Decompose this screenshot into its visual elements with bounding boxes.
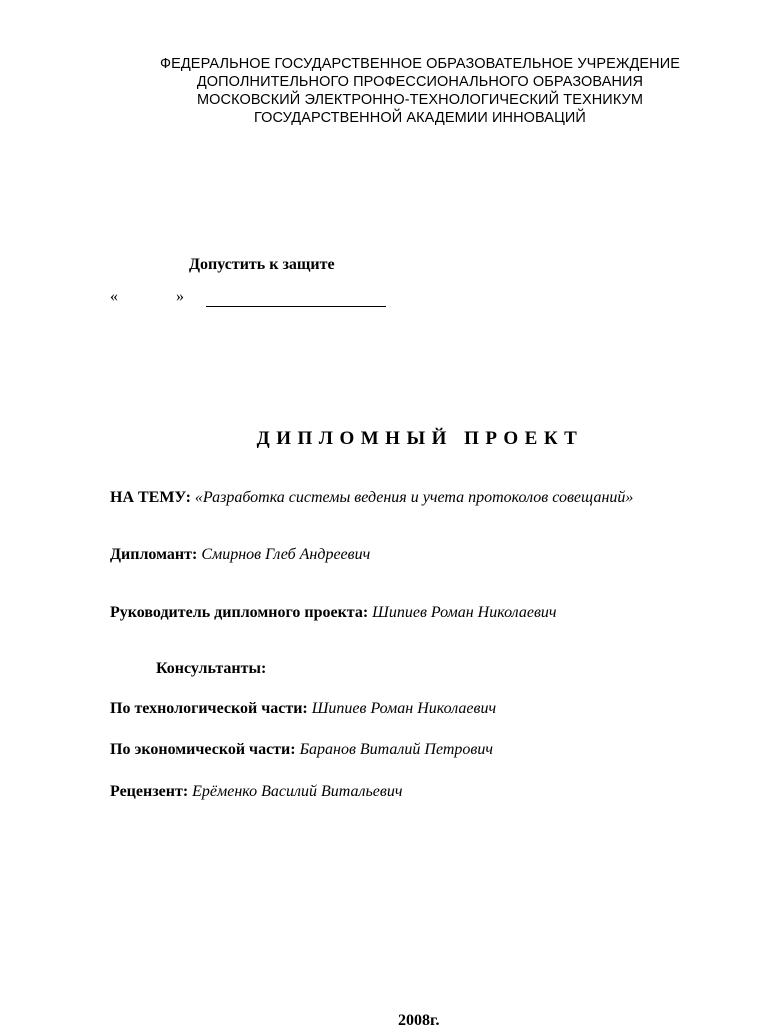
student-value: Смирнов Глеб Андреевич bbox=[201, 546, 371, 563]
document-title: ДИПЛОМНЫЙ ПРОЕКТ bbox=[256, 428, 584, 449]
topic-row bbox=[110, 489, 633, 507]
org-line-4: ГОСУДАРСТВЕННОЙ АКАДЕМИИ ИННОВАЦИЙ bbox=[254, 110, 586, 126]
supervisor-row bbox=[110, 604, 557, 622]
econ-consultant-value: Баранов Виталий Петрович bbox=[299, 741, 493, 758]
admission-label: Допустить к защите bbox=[189, 256, 335, 273]
organization-header bbox=[110, 55, 730, 127]
date-quote-close: » bbox=[176, 288, 184, 305]
org-line-1: ФЕДЕРАЛЬНОЕ ГОСУДАРСТВЕННОЕ ОБРАЗОВАТЕЛЬНОЕ УЧРЕЖДЕНИЕ bbox=[159, 56, 680, 72]
tech-consultant-row bbox=[110, 700, 496, 718]
consultants-heading bbox=[156, 660, 266, 678]
tech-consultant-value: Шипиев Роман Николаевич bbox=[311, 700, 497, 717]
topic-value: «Разработка системы ведения и учета протоколов совещаний» bbox=[194, 489, 634, 506]
signature-line bbox=[206, 288, 386, 307]
supervisor-value: Шипиев Роман Николаевич bbox=[372, 604, 557, 621]
reviewer-row bbox=[110, 783, 402, 801]
year-label: 2008г. bbox=[398, 1012, 440, 1029]
econ-consultant-label: По экономической части: bbox=[110, 741, 300, 758]
student-label: Дипломант: bbox=[110, 546, 202, 563]
reviewer-value: Ерёменко Василий Витальевич bbox=[192, 783, 403, 800]
reviewer-label: Рецензент: bbox=[110, 783, 193, 800]
student-row bbox=[110, 546, 370, 564]
econ-consultant-row bbox=[110, 741, 493, 759]
consultants-label: Консультанты: bbox=[156, 660, 267, 677]
date-quote-open: « bbox=[110, 288, 118, 305]
supervisor-label: Руководитель дипломного проекта: bbox=[110, 604, 373, 621]
org-line-3: МОСКОВСКИЙ ЭЛЕКТРОННО-ТЕХНОЛОГИЧЕСКИЙ ТЕХНИКУМ bbox=[196, 92, 644, 108]
topic-label: НА ТЕМУ: bbox=[110, 489, 195, 506]
org-line-2: ДОПОЛНИТЕЛЬНОГО ПРОФЕССИОНАЛЬНОГО ОБРАЗОВАНИЯ bbox=[196, 74, 644, 90]
tech-consultant-label: По технологической части: bbox=[110, 700, 312, 717]
